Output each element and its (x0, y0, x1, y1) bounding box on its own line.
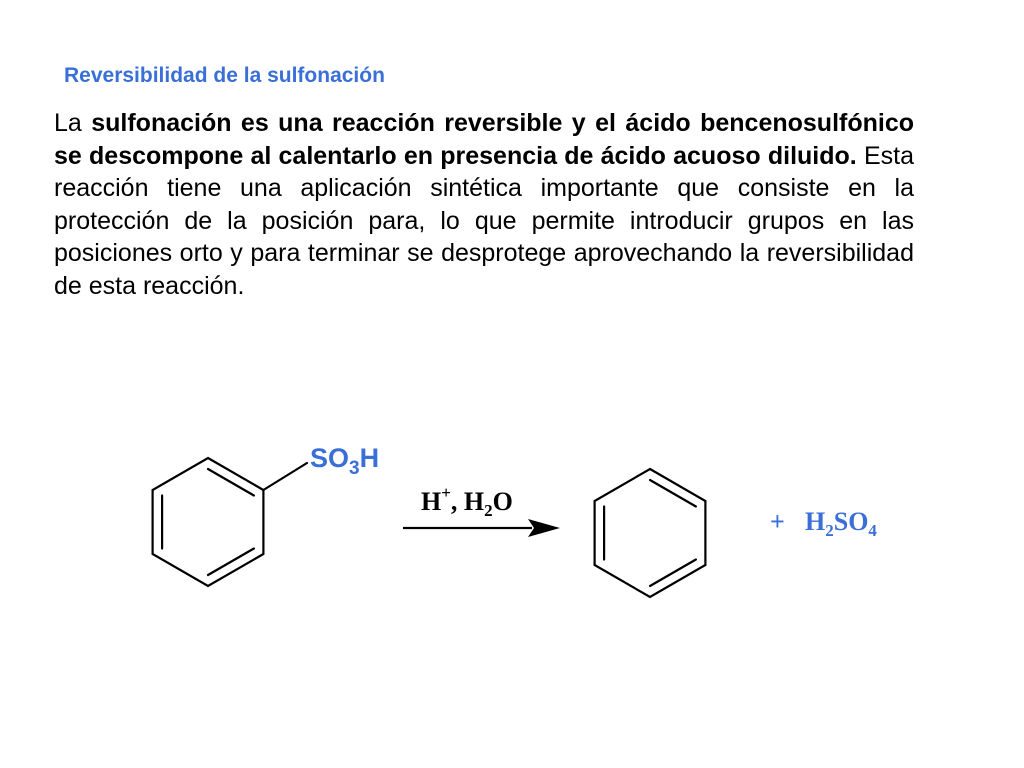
product-double-bond-2 (650, 560, 696, 587)
sulfuric-acid-label: $H_2SO_4$ (805, 507, 877, 540)
plus-sign: + (770, 507, 785, 536)
product-ring (595, 469, 706, 597)
para-text-1: La (54, 109, 92, 137)
reactant-double-bond-1 (208, 469, 254, 496)
reactant-double-bond-2 (208, 549, 254, 576)
reaction-conditions: H+, $H_2O$ (421, 483, 513, 520)
product-double-bond-1 (650, 480, 696, 507)
para-bold-text: sulfonación es una reacción reversible y el ácido bencenosulfónico se descompone al calentarlo en presencia de ácido acuoso diluido. (54, 109, 914, 170)
reactant-ring (153, 458, 264, 586)
sulfonic-group-label: $SO_3H$ (310, 443, 380, 479)
reactant-substituent-bond (263, 463, 307, 490)
benzenesulfonic-acid-structure (153, 458, 307, 586)
reaction-arrow (403, 519, 560, 537)
para-text-2: Esta reacción tiene una aplicación sintética importante que consiste en la protección de la posición para, lo que permite introducir grupos en las posiciones orto y para terminar se desprotege aprovechando la reversibilidad de esta reacción. (54, 141, 914, 300)
slide-title: Reversibilidad de la sulfonación (64, 64, 385, 87)
benzene-structure (595, 469, 706, 597)
